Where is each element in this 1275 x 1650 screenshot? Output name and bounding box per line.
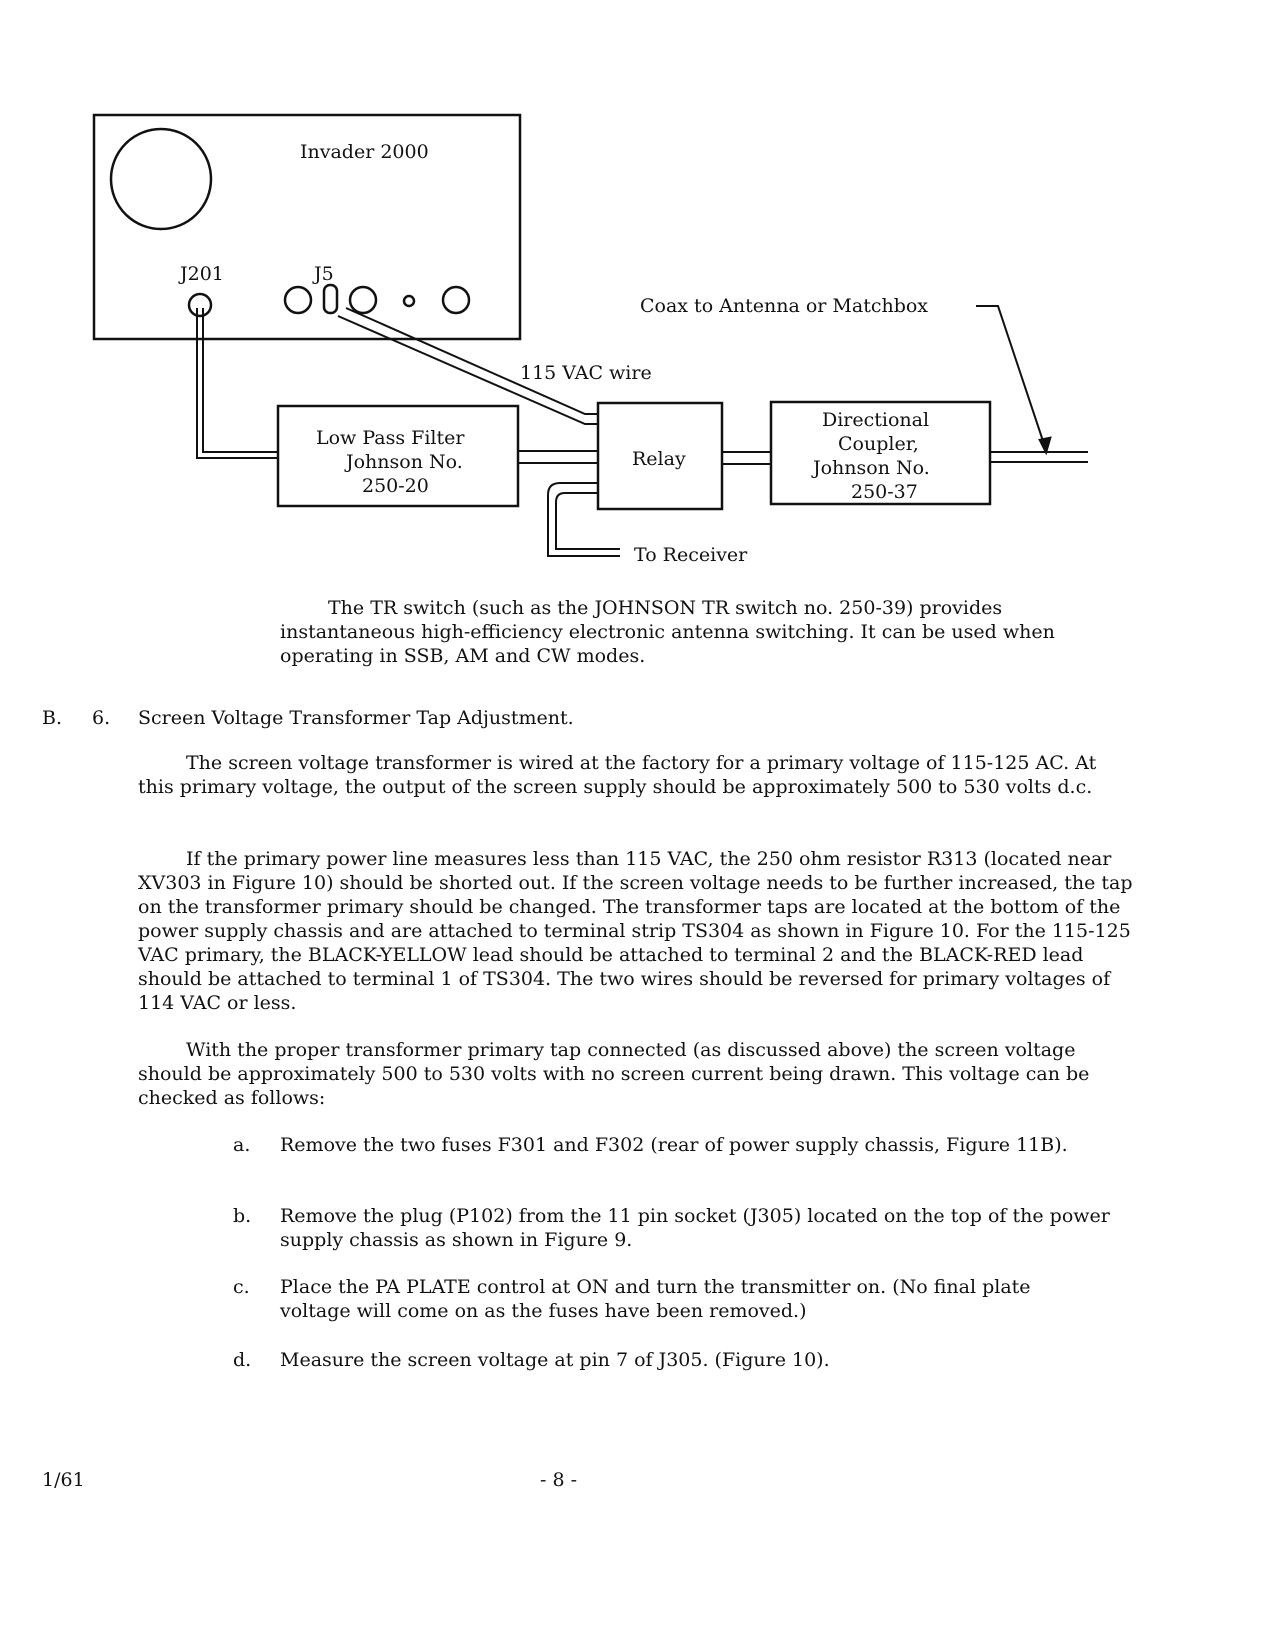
panel-connector: [443, 287, 469, 313]
coax-label: Coax to Antenna or Matchbox: [640, 295, 929, 317]
transmitter-label: Invader 2000: [300, 141, 429, 163]
section-letter: B.: [42, 707, 63, 729]
arrow-head: [1040, 438, 1050, 452]
coupler-line: Directional: [822, 409, 930, 431]
panel-connector: [350, 287, 376, 313]
caption-line: operating in SSB, AM and CW modes.: [280, 645, 646, 667]
coax-relay-to-coupler: [722, 452, 771, 464]
lpf-line: Low Pass Filter: [316, 427, 465, 449]
section-title: Screen Voltage Transformer Tap Adjustment.: [138, 707, 574, 729]
step-label: c.: [233, 1276, 250, 1298]
page-number: - 8 -: [540, 1469, 578, 1491]
station-wiring-diagram: [0, 0, 1275, 580]
footer-date: 1/61: [42, 1469, 85, 1491]
coax-relay-to-receiver: [548, 483, 620, 556]
lpf-line: Johnson No.: [346, 451, 463, 473]
step-label: d.: [233, 1349, 252, 1371]
step-label: b.: [233, 1205, 252, 1227]
coax-arrow: [976, 306, 1046, 450]
coax-filter-to-relay: [518, 451, 598, 463]
paragraph: If the primary power line measures less than 115 VAC, the 250 ohm resistor R313 (located near XV303 in Figure 10) should be shorted out. If the screen voltage needs to be further increased, the tap on the transformer primary should be changed. The transformer taps are located at the bottom of the power supply chassis and are attached to terminal strip TS304 as shown in Figure 10. For the 115-125 VAC primary, the BLACK-YELLOW lead should be attached to terminal 2 and the BLACK-RED lead should be attached to terminal 1 of TS304. The two wires should be reversed for primary voltages of 114 VAC or less.: [138, 848, 1133, 1014]
receiver-label: To Receiver: [634, 544, 748, 566]
coax-to-antenna: [990, 452, 1088, 462]
coupler-line: 250-37: [851, 481, 918, 503]
panel-connector-small: [404, 296, 414, 306]
step-label: a.: [233, 1134, 251, 1156]
lpf-line: 250-20: [362, 475, 429, 497]
relay-label: Relay: [632, 448, 686, 470]
coax-j201-to-filter: [197, 308, 278, 458]
step-text: Remove the plug (P102) from the 11 pin socket (J305) located on the top of the power supply chassis as shown in Figure 9.: [280, 1205, 1110, 1251]
coupler-line: Johnson No.: [813, 457, 930, 479]
paragraph: The screen voltage transformer is wired at the factory for a primary voltage of 115-125 AC. At this primary voltage, the output of the screen supply should be approximately 500 to 530 volts d.c.: [138, 752, 1097, 798]
step-text: Measure the screen voltage at pin 7 of J305. (Figure 10).: [280, 1349, 830, 1371]
j5-connector: [324, 285, 337, 313]
coupler-line: Coupler,: [838, 433, 919, 455]
paragraph: With the proper transformer primary tap connected (as discussed above) the screen voltage should be approximately 500 to 530 volts with no screen current being drawn. This voltage can be checked as follows:: [138, 1039, 1090, 1109]
step-text: Place the PA PLATE control at ON and turn the transmitter on. (No final plate voltage will come on as the fuses have been removed.): [280, 1276, 1031, 1322]
j201-connector: [189, 294, 211, 316]
vac-wire-label: 115 VAC wire: [520, 362, 652, 384]
caption-line: The TR switch (such as the JOHNSON TR switch no. 250-39) provides: [328, 597, 1003, 619]
caption-line: instantaneous high-efficiency electronic antenna switching. It can be used when: [280, 621, 1055, 643]
j201-label: J201: [180, 263, 224, 285]
meter-dial: [111, 129, 211, 229]
panel-connector: [285, 287, 311, 313]
j5-label: J5: [314, 263, 334, 285]
step-text: Remove the two fuses F301 and F302 (rear of power supply chassis, Figure 11B).: [280, 1134, 1068, 1156]
section-number: 6.: [92, 707, 111, 729]
